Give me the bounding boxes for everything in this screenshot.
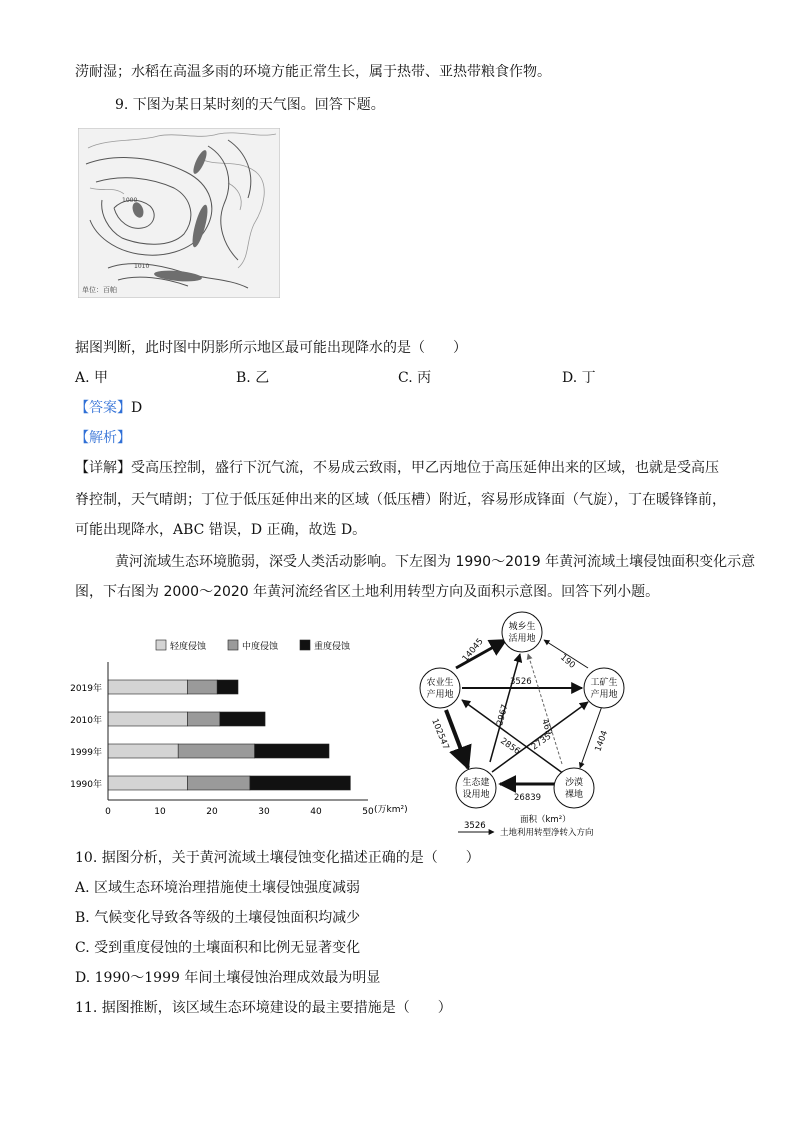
legend-area-label: 面积（km²） bbox=[520, 815, 571, 825]
node-desert-line1: 沙漠 bbox=[564, 778, 584, 788]
x-tick-label: 50 bbox=[362, 807, 374, 817]
edge-label-3526: 3526 bbox=[510, 677, 532, 687]
node-farm-line2: 产用地 bbox=[426, 690, 454, 700]
legend-swatch bbox=[300, 640, 310, 650]
chart-bars bbox=[108, 680, 350, 790]
x-tick-label: 20 bbox=[206, 807, 218, 817]
x-tick-label: 30 bbox=[258, 807, 270, 817]
q10-option-b[interactable]: B. 气候变化导致各等级的土壤侵蚀面积均减少 bbox=[75, 910, 361, 926]
node-urban-line2: 活用地 bbox=[508, 634, 536, 644]
q9-option-b[interactable]: B. 乙 bbox=[236, 370, 270, 386]
intro-line: 涝耐湿；水稻在高温多雨的环境方能正常生长，属于热带、亚热带粮食作物。 bbox=[75, 64, 551, 80]
detail-line-2: 脊控制，天气晴朗；丁位于低压延伸出来的区域（低压槽）附近，容易形成锋面（气旋），丁在暖锋锋前， bbox=[75, 492, 726, 508]
edge-label-469: 469 bbox=[539, 717, 554, 737]
passage-line-2: 图，下右图为 2000～2020 年黄河流经省区土地利用转型方向及面积示意图。回答下列小题。 bbox=[75, 584, 660, 600]
bar-3-2 bbox=[250, 776, 350, 790]
legend-desc: 土地利用转型净转入方向 bbox=[500, 828, 594, 838]
edge-label-102547: 102547 bbox=[429, 717, 451, 752]
legend-label: 中度侵蚀 bbox=[242, 642, 279, 652]
legend-value: 3526 bbox=[464, 821, 486, 831]
q9-option-d[interactable]: D. 丁 bbox=[562, 370, 596, 386]
bar-2-2 bbox=[255, 744, 329, 758]
chart-x-ticks bbox=[105, 807, 374, 817]
node-industry-line2: 产用地 bbox=[590, 690, 618, 700]
bar-2-0 bbox=[108, 744, 178, 758]
edge-farm-eco bbox=[446, 710, 468, 768]
bar-0-1 bbox=[188, 680, 218, 694]
edge-label-14045: 14045 bbox=[460, 636, 486, 664]
detail-line-1 bbox=[75, 458, 719, 478]
legend-label: 重度侵蚀 bbox=[314, 642, 351, 652]
bar-3-1 bbox=[188, 776, 250, 790]
x-tick-label: 10 bbox=[154, 807, 166, 817]
node-urban-line1: 城乡生 bbox=[508, 622, 536, 632]
node-industry bbox=[584, 668, 624, 708]
category-label: 2010年 bbox=[70, 716, 102, 726]
x-tick-label: 40 bbox=[310, 807, 322, 817]
legend-label: 轻度侵蚀 bbox=[170, 642, 207, 652]
bar-0-2 bbox=[217, 680, 238, 694]
q9-option-a[interactable]: A. 甲 bbox=[75, 370, 109, 386]
land-use-flow-diagram bbox=[402, 604, 642, 844]
edge-label-190: 190 bbox=[558, 652, 577, 671]
detail-text-1: 受高压控制，盛行下沉气流，不易成云致雨，甲乙丙地位于高压延伸出来的区域，也就是受高压 bbox=[131, 460, 719, 476]
legend-swatch bbox=[156, 640, 166, 650]
q10-option-d[interactable]: D. 1990～1999 年间土壤侵蚀治理成效最为明显 bbox=[75, 970, 381, 986]
q9-stem: 9. 下图为某日某时刻的天气图。回答下题。 bbox=[115, 97, 385, 113]
isobar-label-a: 1000 bbox=[122, 197, 138, 204]
detail-line-3: 可能出现降水，ABC 错误，D 正确，故选 D。 bbox=[75, 522, 367, 538]
erosion-bar-chart bbox=[68, 632, 428, 832]
edge-label-2856: 2856 bbox=[498, 736, 522, 757]
edge-label-2735: 2735 bbox=[529, 731, 554, 753]
edge-label-2967: 2967 bbox=[495, 703, 511, 727]
bar-0-0 bbox=[108, 680, 188, 694]
passage-line-1: 黄河流域生态环境脆弱，深受人类活动影响。下左图为 1990～2019 年黄河流域土壤侵蚀面积变化示意 bbox=[115, 554, 756, 570]
bar-3-0 bbox=[108, 776, 188, 790]
bar-1-0 bbox=[108, 712, 188, 726]
node-farm bbox=[420, 668, 460, 708]
edge-label-1404: 1404 bbox=[593, 729, 611, 754]
node-eco-line1: 生态建 bbox=[462, 778, 490, 788]
answer-value: D bbox=[131, 400, 143, 416]
answer-tag: 【答案】 bbox=[75, 400, 131, 416]
q10-option-c[interactable]: C. 受到重度侵蚀的土壤面积和比例无显著变化 bbox=[75, 940, 361, 956]
q9-option-c[interactable]: C. 丙 bbox=[398, 370, 432, 386]
answer-line bbox=[75, 398, 142, 418]
chart-legend bbox=[156, 640, 351, 652]
node-industry-line1: 工矿生 bbox=[590, 678, 618, 688]
isobar-label-b: 1010 bbox=[134, 263, 150, 270]
map-unit-label: 单位：百帕 bbox=[82, 286, 117, 294]
category-label: 1990年 bbox=[70, 780, 102, 790]
bar-2-1 bbox=[178, 744, 254, 758]
q11-stem: 11. 据图推断，该区域生态环境建设的最主要措施是（ ） bbox=[75, 1000, 452, 1016]
bar-1-2 bbox=[220, 712, 265, 726]
node-desert bbox=[554, 768, 594, 808]
analysis-tag: 【解析】 bbox=[75, 430, 131, 446]
x-axis-unit: (万km²) bbox=[374, 805, 408, 815]
category-label: 2019年 bbox=[70, 684, 102, 694]
q10-option-a[interactable]: A. 区域生态环境治理措施使土壤侵蚀强度减弱 bbox=[75, 880, 361, 896]
node-farm-line1: 农业生 bbox=[426, 678, 454, 688]
node-eco-line2: 设用地 bbox=[462, 790, 490, 800]
legend-swatch bbox=[228, 640, 238, 650]
chart-category-labels bbox=[70, 682, 102, 790]
edge-label-26839: 26839 bbox=[514, 793, 542, 803]
x-tick-label: 0 bbox=[105, 807, 111, 817]
category-label: 1999年 bbox=[70, 748, 102, 758]
node-urban bbox=[502, 612, 542, 652]
node-desert-line2: 裸地 bbox=[564, 790, 584, 800]
weather-map-figure bbox=[78, 128, 280, 298]
bar-1-1 bbox=[188, 712, 220, 726]
q9-question: 据图判断，此时图中阴影所示地区最可能出现降水的是（ ） bbox=[75, 340, 467, 356]
q10-stem: 10. 据图分析，关于黄河流域土壤侵蚀变化描述正确的是（ ） bbox=[75, 850, 480, 866]
node-eco bbox=[456, 768, 496, 808]
detail-tag: 【详解】 bbox=[75, 460, 131, 476]
